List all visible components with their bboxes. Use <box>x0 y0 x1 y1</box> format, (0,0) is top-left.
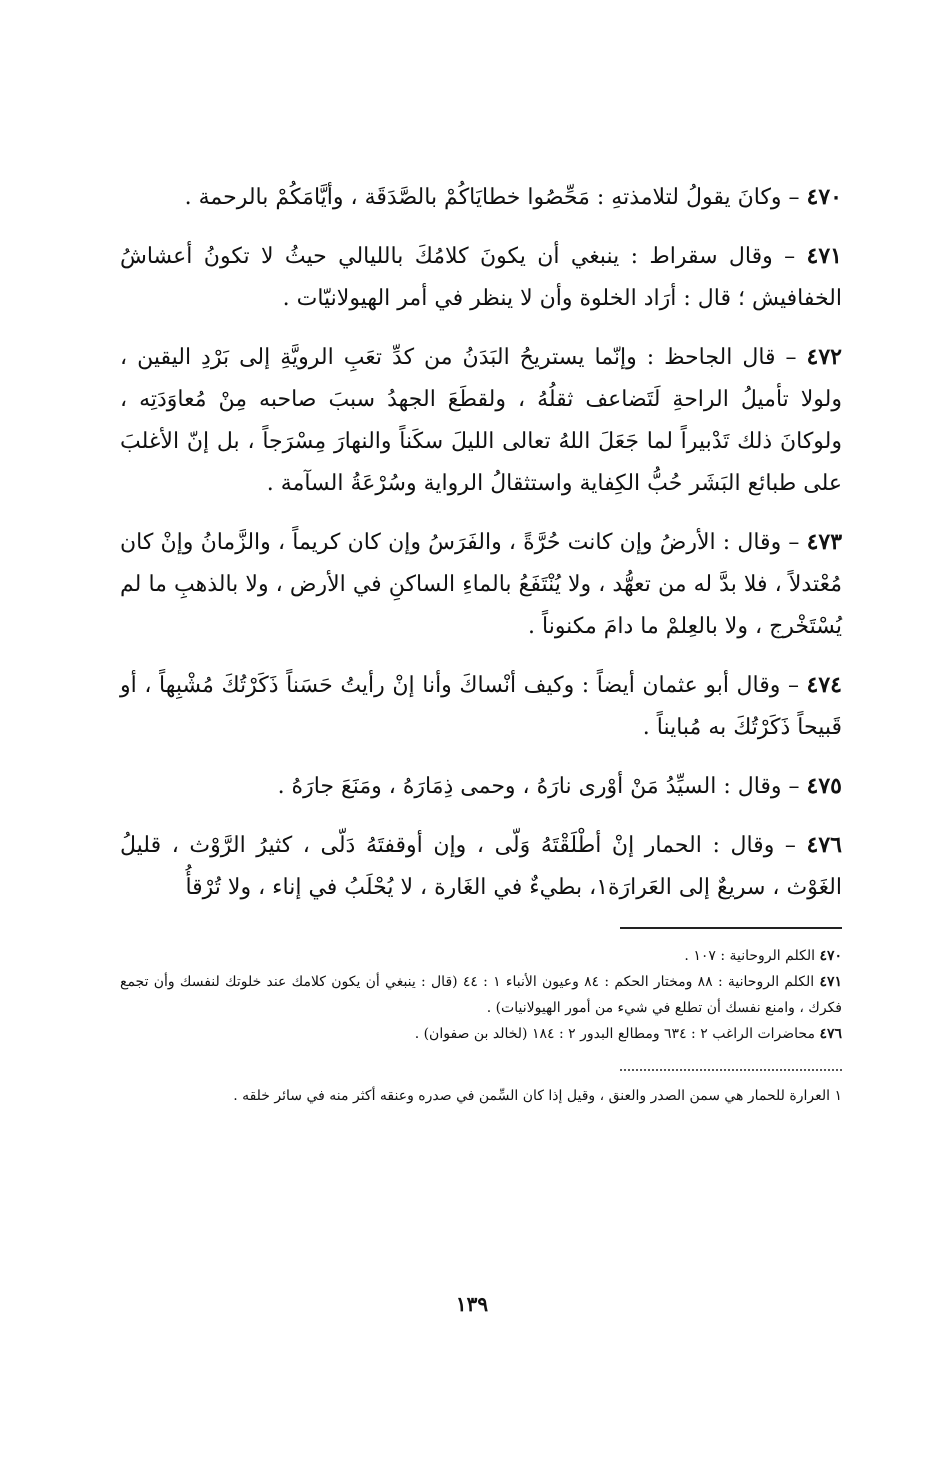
paragraph-text: – وقال : الأرضُ وإن كانت حُرَّةً ، والفَرَسُ وإن كان كريماً ، والزَّمانُ وإنْ كان مُعْتدلاً ، فلا بدَّ له من تعهُّد ، ولا يُنْتَفَعُ بالماءِ الساكنِ في الأرض ، ولا بالذهبِ ما لم يُسْتَخْرج ، ولا بالعِلمْ ما دامَ مكنوناً . <box>120 530 842 639</box>
paragraph-number: ٤٧٥ <box>806 773 842 799</box>
note-476 <box>120 1021 842 1047</box>
paragraph-473 <box>120 521 842 648</box>
note-text: الكلم الروحانية : ١٠٧ . <box>684 948 815 964</box>
paragraph-text: – وقال : السيِّدُ مَنْ أوْرى نارَهُ ، وحمى ذِمَارَهُ ، ومَنَعَ جارَهُ . <box>277 774 800 799</box>
note-number: ٤٧٦ <box>819 1026 842 1042</box>
footnote-divider <box>620 1069 842 1071</box>
paragraph-number: ٤٧٤ <box>806 672 842 698</box>
footnote-number: ١ <box>834 1088 842 1104</box>
paragraph-number: ٤٧٠ <box>806 184 842 210</box>
footnote-text: العرارة للحمار هي سمن الصدر والعنق ، وقيل إذا كان السِّمن في صدره وعنقه أكثر منه في سائر خلقه . <box>233 1088 831 1104</box>
note-text: محاضرات الراغب ٢ : ٦٣٤ ومطالع البدور ٢ : ١٨٤ (لخالد بن صفوان) . <box>414 1026 815 1042</box>
paragraph-number: ٤٧١ <box>806 243 842 269</box>
page-body <box>120 176 842 1109</box>
page-number: ١٣٩ <box>455 1292 489 1316</box>
paragraph-476 <box>120 824 842 909</box>
paragraph-472 <box>120 336 842 505</box>
note-number: ٤٧١ <box>819 974 843 990</box>
note-text: الكلم الروحانية : ٨٨ ومختار الحكم : ٨٤ وعيون الأنباء ١ : ٤٤ (قال : ينبغي أن يكون كلامك عند خلوتك لنفسك وأن تجمع فكرك ، وامنع نفسك أن تطلع في شيء من أمور الهيولانيات) . <box>120 974 842 1016</box>
paragraph-number: ٤٧٢ <box>806 344 842 370</box>
note-471 <box>120 969 842 1021</box>
paragraph-text: – وقال سقراط : ينبغي أن يكونَ كلامُكَ بالليالي حيثُ لا تكونُ أعشاشُ الخفافيش ؛ قال : أرَاد الخلوة وأن لا ينظر في أمر الهيولانيّات . <box>120 244 842 311</box>
footnote-1 <box>120 1083 842 1109</box>
paragraph-text: – وكانَ يقولُ لتلامذتهِ : مَحِّصُوا خطايَاكُمْ بالصَّدَقَة ، وأيَّامَكُمْ بالرحمة . <box>184 185 800 210</box>
paragraph-number: ٤٧٦ <box>806 832 842 858</box>
note-number: ٤٧٠ <box>819 948 842 964</box>
paragraph-number: ٤٧٣ <box>806 529 843 555</box>
note-470 <box>120 943 842 969</box>
paragraph-474 <box>120 664 842 749</box>
paragraph-text: – قال الجاحظ : وإنّما يستريحُ البَدَنُ من كدِّ تعَبِ الرويَّةِ إلى بَرْدِ اليقين ، ولولا تأميلُ الراحةِ لَتَضاعف ثقلُهُ ، ولقطَعَ الجهدُ سببَ صاحبه مِنْ مُعاوَدَتِه ، ولوكانَ ذلك تَدْبيراً لما جَعَلَ اللهُ تعالى الليلَ سكَناً والنهارَ مِسْرَجاً ، بل إنّ الأغلبَ على طبائع البَشَر حُبُّ الكِفاية واستثقالُ الرواية وسُرْعَةُ السآمة . <box>120 345 842 496</box>
paragraph-471 <box>120 235 842 320</box>
paragraph-470 <box>120 176 842 219</box>
paragraph-475 <box>120 765 842 808</box>
notes-divider <box>620 927 842 929</box>
paragraph-text: – وقال : الحمار إنْ أطْلَقْتَهُ وَلّى ، وإن أوقفتَهُ دَلّى ، كثيرُ الرَّوْث ، قليلُ الغَوْث ، سريعٌ إلى العَرارَة١، بطيءٌ في الغَارة ، لا يُحْلَبُ في إناء ، ولا تُرْقأُ <box>120 833 842 900</box>
paragraph-text: – وقال أبو عثمان أيضاً : وكيف أنْساكَ وأنا إنْ رأيتُ حَسَناً ذَكَرْتُكَ مُشْبِهاً ، أو قَبيحاً ذَكَرْتُكَ به مُبايناً . <box>120 673 842 740</box>
